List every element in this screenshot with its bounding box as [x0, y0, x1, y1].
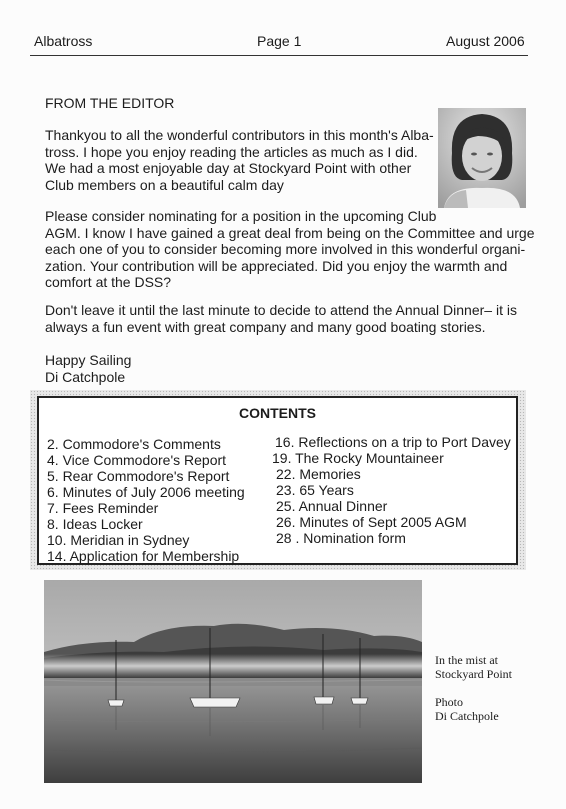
contents-item: 19. The Rocky Mountaineer	[272, 450, 444, 466]
editorial-paragraph-3	[45, 302, 517, 335]
contents-item: 2. Commodore's Comments	[47, 436, 221, 452]
text-line: Club members on a beautiful calm day	[45, 176, 284, 193]
caption-line: Stockyard Point	[435, 667, 512, 681]
contents-item: 14. Application for Membership	[47, 548, 240, 564]
editor-photo	[438, 108, 526, 208]
contents-item: 28 . Nomination form	[276, 530, 406, 546]
contents-item: 4. Vice Commodore's Report	[47, 452, 227, 468]
contents-item: 16. Reflections on a trip to Port Davey	[275, 434, 511, 450]
header-page-number: Page 1	[257, 33, 302, 49]
text-line: Don't leave it until the last minute to decide to attend the Annual Dinner– it is	[45, 302, 517, 318]
editorial-signoff-block	[45, 352, 131, 385]
editorial-paragraph-1	[45, 127, 434, 193]
contents-title: CONTENTS	[239, 405, 316, 421]
header-date: August 2006	[446, 33, 525, 49]
text-line: each one of you to consider becoming more involved in this wonderful organi-	[45, 241, 526, 257]
contents-item: 10. Meridian in Sydney	[47, 532, 190, 548]
text-line: Please consider nominating for a position in the upcoming Club	[45, 208, 437, 224]
caption-line: In the mist at	[435, 653, 498, 667]
caption-line: Photo	[435, 695, 464, 709]
editorial-heading: FROM THE EDITOR	[45, 95, 175, 111]
editorial-paragraph-2	[45, 208, 535, 291]
contents-item: 7. Fees Reminder	[47, 500, 159, 516]
text-line: comfort at the DSS?	[45, 274, 172, 290]
contents-item: 25. Annual Dinner	[276, 498, 388, 514]
contents-item: 23. 65 Years	[276, 482, 354, 498]
text-line: tross. I hope you enjoy reading the articles as much as I did.	[45, 143, 418, 160]
contents-item: 8. Ideas Locker	[47, 516, 143, 532]
text-line: Thankyou to all the wonderful contributors in this month's Alba-	[45, 127, 434, 143]
author-name: Di Catchpole	[45, 368, 126, 385]
contents-item: 5. Rear Commodore's Report	[47, 468, 230, 484]
header-rule	[30, 55, 528, 56]
text-line: zation. Your contribution will be appreciated. Did you enjoy the warmth and	[45, 257, 508, 274]
text-line: We had a most enjoyable day at Stockyard Point with other	[45, 160, 412, 176]
caption-line: Di Catchpole	[435, 709, 499, 723]
stockyard-point-photo	[44, 580, 422, 783]
photo-credit	[435, 695, 499, 723]
text-line: AGM. I know I have gained a great deal from being on the Committee and urge	[45, 224, 535, 241]
text-line: always a fun event with great company and many good boating stories.	[45, 318, 486, 335]
contents-item: 26. Minutes of Sept 2005 AGM	[276, 514, 467, 530]
header-publication: Albatross	[34, 33, 93, 49]
contents-item: 22. Memories	[276, 466, 361, 482]
contents-box	[37, 396, 518, 565]
photo-caption-title	[435, 653, 512, 681]
contents-item: 6. Minutes of July 2006 meeting	[47, 484, 245, 500]
signoff: Happy Sailing	[45, 352, 132, 368]
